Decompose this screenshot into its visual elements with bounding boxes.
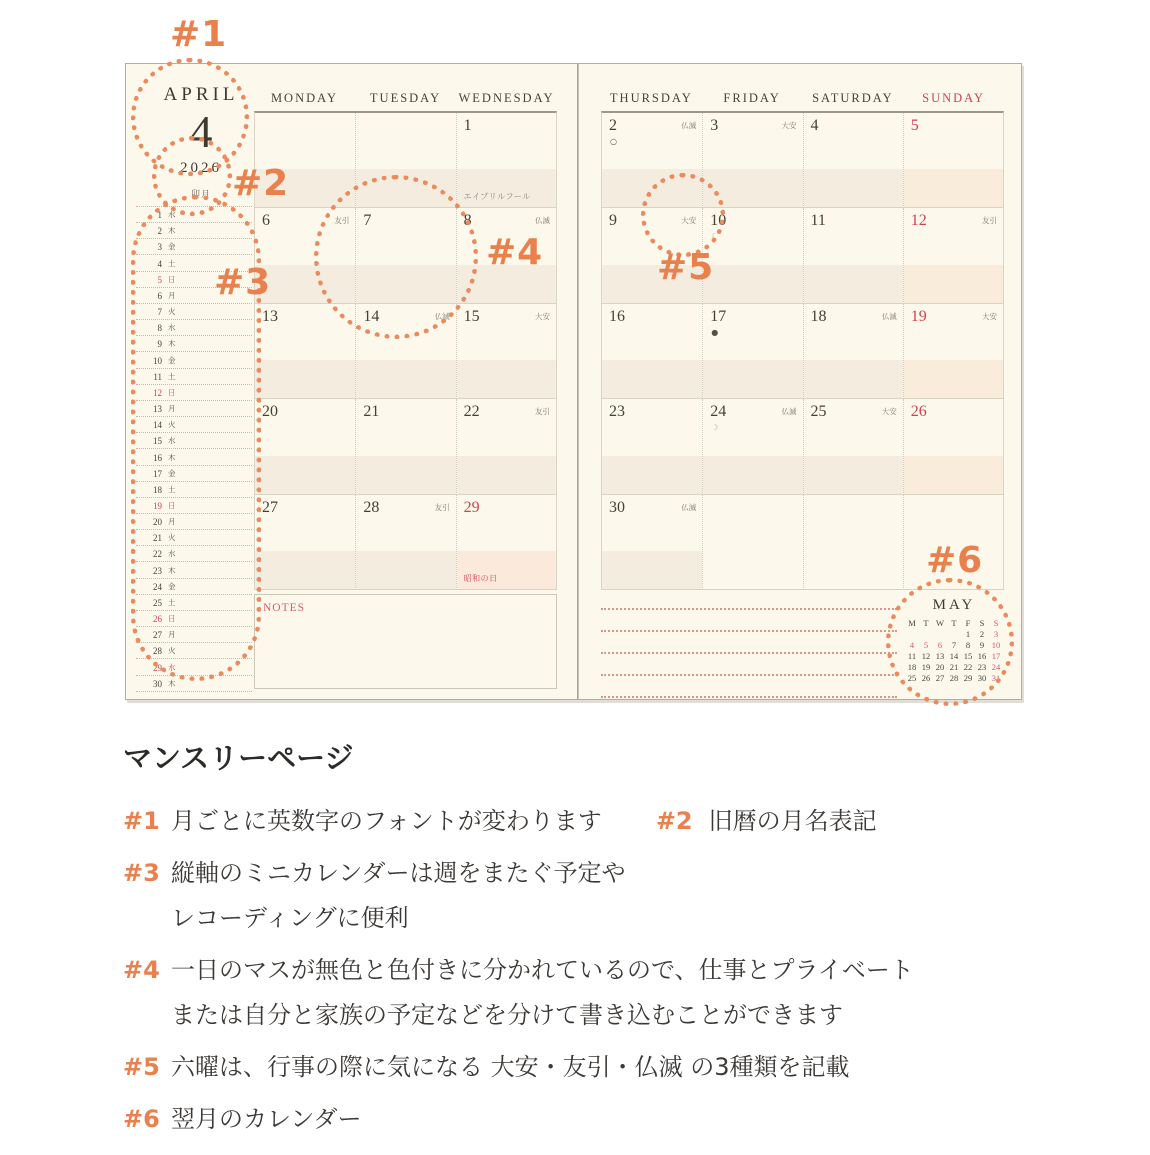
mini-day-number: 16 — [153, 452, 162, 463]
date-number: 4 — [810, 117, 819, 134]
left-week-grid — [254, 91, 557, 590]
mini-weekday-label: 月 — [168, 404, 176, 414]
cell-color-band — [255, 456, 355, 494]
feature-tag-3: #3 — [123, 859, 160, 887]
date-number: 18 — [810, 307, 827, 325]
next-month-day: 23 — [977, 662, 987, 672]
date-number: 22 — [463, 403, 480, 421]
next-month-day: 18 — [907, 662, 917, 672]
date-number: 13 — [262, 307, 278, 325]
next-month-day: 29 — [963, 673, 973, 683]
mini-weekday-label: 水 — [168, 210, 176, 220]
mini-day-number: 24 — [153, 581, 162, 592]
annotation-label-4: #4 — [486, 232, 544, 273]
next-month-weekday-header: T — [923, 618, 929, 628]
month-name: APRIL — [163, 84, 239, 105]
date-number: 6 — [262, 212, 270, 230]
date-number: 10 — [710, 212, 727, 230]
next-month-day: 19 — [921, 662, 931, 672]
date-number: 1 — [463, 117, 472, 134]
mini-weekday-label: 火 — [168, 533, 176, 543]
next-month-day: 12 — [921, 651, 931, 661]
mini-weekday-label: 水 — [168, 323, 176, 333]
date-number: 26 — [910, 403, 927, 421]
mini-weekday-label: 木 — [168, 452, 176, 462]
mini-weekday-label: 日 — [168, 274, 176, 284]
next-month-day: 8 — [965, 640, 971, 650]
notes-label: NOTES — [263, 602, 306, 614]
rokuyo-label: 仏滅 — [881, 311, 897, 321]
date-cell — [903, 208, 1003, 303]
next-month-weekday-header: M — [908, 618, 916, 628]
cell-color-band — [602, 360, 702, 398]
month-number: 4 — [189, 106, 213, 157]
next-month-day: 11 — [907, 651, 917, 661]
next-month-day: 16 — [977, 651, 987, 661]
date-number: 9 — [609, 212, 617, 230]
mini-weekday-label: 木 — [168, 565, 176, 575]
day-header-monday: MONDAY — [270, 91, 339, 105]
mini-day-number: 22 — [153, 549, 162, 560]
cell-color-band — [804, 360, 903, 398]
mini-day-number: 25 — [153, 597, 162, 608]
next-month-day: 21 — [949, 662, 959, 672]
annotation-label-1: #1 — [170, 14, 228, 55]
rokuyo-label: 仏滅 — [681, 121, 697, 130]
mini-weekday-label: 金 — [168, 468, 176, 478]
feature-text-5: 六曜は、行事の際に気になる 大安・友引・仏滅 の3種類を記載 — [171, 1053, 850, 1081]
date-cell — [702, 495, 802, 590]
mini-day-number: 18 — [153, 484, 162, 495]
next-month-day: 22 — [963, 662, 973, 672]
date-cell — [456, 399, 556, 494]
mini-weekday-label: 土 — [168, 484, 176, 494]
date-number: 7 — [363, 212, 372, 230]
mini-day-number: 4 — [157, 258, 162, 269]
mini-day-number: 14 — [153, 420, 162, 431]
mini-day-number: 6 — [157, 290, 162, 301]
mini-weekday-label: 金 — [168, 242, 176, 252]
mini-day-number: 20 — [153, 517, 162, 528]
date-cell — [903, 399, 1003, 494]
next-month-day: 9 — [979, 640, 985, 650]
next-month-day: 17 — [991, 651, 1001, 661]
cell-color-band — [804, 169, 903, 207]
feature-item-4 — [123, 954, 1103, 1031]
mini-day-number: 28 — [153, 646, 162, 657]
next-month-day: 26 — [921, 673, 931, 683]
moon-phase-icon: ○ — [610, 137, 617, 146]
annotation-label-2: #2 — [232, 163, 290, 204]
next-month-day: 30 — [977, 673, 987, 683]
next-month-day: 28 — [949, 673, 959, 683]
date-cell — [255, 304, 355, 399]
next-month-day: 10 — [991, 640, 1001, 650]
cell-color-band — [356, 551, 455, 589]
cell-color-band — [804, 265, 903, 303]
feature-item-5 — [123, 1051, 1103, 1083]
next-month-weekday-header: T — [951, 618, 957, 628]
date-number: 14 — [363, 307, 380, 325]
feature-description — [123, 736, 1103, 1155]
feature-tag-6: #6 — [123, 1105, 160, 1133]
date-cell — [803, 113, 903, 208]
mini-weekday-label: 土 — [168, 371, 176, 381]
next-month-weekday-header: S — [993, 618, 999, 628]
mini-weekday-label: 月 — [168, 517, 176, 527]
next-month-day: 24 — [991, 662, 1001, 672]
feature-text-4: 一日のマスが無色と色付きに分かれているので、仕事とプライベート または自分と家族の予定などを分けて書き込むことができます — [171, 956, 914, 1029]
date-cell — [903, 113, 1003, 208]
mini-day-number: 5 — [157, 274, 162, 285]
moon-phase-icon: ● — [711, 327, 719, 337]
date-number: 28 — [363, 498, 380, 516]
cell-color-band — [457, 456, 556, 494]
date-number: 11 — [810, 212, 826, 230]
date-cell — [803, 304, 903, 399]
next-month-weekday-header: S — [979, 618, 985, 628]
day-header-wednesday: WEDNESDAY — [458, 91, 555, 105]
memo-line — [601, 608, 897, 610]
date-number: 20 — [262, 403, 278, 421]
annotation-label-3: #3 — [214, 262, 272, 303]
mini-weekday-label: 日 — [168, 500, 176, 510]
date-cell — [255, 495, 355, 590]
mini-day-number: 3 — [157, 242, 162, 253]
section-heading: マンスリーページ — [123, 741, 354, 775]
moon-phase-icon: ☽ — [711, 423, 719, 433]
next-month-day: 20 — [935, 662, 945, 672]
feature-text-6: 翌月のカレンダー — [171, 1105, 362, 1133]
holiday-note: エイプリルフール — [463, 192, 531, 202]
date-number: 27 — [262, 498, 278, 516]
cell-color-band — [703, 360, 802, 398]
rokuyo-label: 友引 — [334, 216, 350, 226]
next-month-day: 6 — [937, 640, 943, 650]
feature-tag-4: #4 — [123, 956, 160, 984]
date-number: 29 — [463, 498, 480, 516]
cell-color-band — [804, 456, 903, 494]
rokuyo-label: 友引 — [982, 216, 997, 226]
old-calendar-month-name: 卯月 — [190, 189, 211, 199]
next-month-day: 31 — [991, 673, 1001, 683]
mini-weekday-label: 水 — [168, 662, 176, 672]
memo-line — [601, 696, 897, 698]
cell-color-band — [356, 456, 455, 494]
date-number: 23 — [609, 403, 625, 421]
feature-text-2: 旧暦の月名表記 — [708, 807, 877, 835]
annotation-label-5: #5 — [657, 247, 715, 288]
mini-day-number: 1 — [157, 210, 162, 221]
next-month-day: 4 — [909, 640, 915, 650]
cell-color-band — [703, 456, 802, 494]
annotation-label-6: #6 — [926, 540, 984, 581]
date-number: 17 — [710, 307, 727, 325]
cell-color-band — [356, 360, 455, 398]
date-number: 30 — [609, 498, 625, 516]
cell-color-band — [457, 360, 556, 398]
day-header-thursday: THURSDAY — [609, 91, 693, 105]
mini-day-number: 17 — [153, 468, 162, 479]
rokuyo-label: 仏滅 — [781, 407, 797, 417]
rokuyo-label: 仏滅 — [535, 216, 550, 226]
feature-tag-2: #2 — [655, 807, 693, 835]
annotation-circle-5 — [641, 173, 725, 257]
date-number: 8 — [463, 212, 472, 230]
mini-day-number: 26 — [153, 614, 162, 625]
mini-weekday-label: 日 — [168, 387, 176, 397]
mini-day-number: 11 — [153, 371, 162, 382]
next-month-day: 5 — [923, 640, 929, 650]
date-cell — [903, 304, 1003, 399]
rokuyo-label: 大安 — [781, 121, 797, 130]
cell-color-band — [255, 551, 355, 589]
mini-day-number: 19 — [153, 500, 162, 511]
next-month-day: 15 — [963, 651, 973, 661]
cell-color-band — [904, 456, 1003, 494]
next-month-day: 2 — [979, 629, 985, 639]
mini-weekday-label: 日 — [168, 614, 176, 624]
date-number: 15 — [463, 307, 480, 325]
date-cell — [702, 399, 802, 494]
date-cell — [355, 399, 455, 494]
memo-line — [601, 674, 897, 676]
mini-day-number: 2 — [157, 226, 162, 237]
page-spine — [577, 64, 579, 699]
mini-weekday-label: 金 — [168, 355, 176, 365]
annotation-circle-6 — [886, 578, 1014, 706]
left-day-headers — [254, 91, 557, 111]
moon-phase-icon: ☾ — [711, 232, 719, 242]
feature-tag-5: #5 — [123, 1053, 160, 1081]
date-cell — [456, 113, 556, 208]
annotation-circle-4 — [314, 175, 478, 339]
mini-day-number: 10 — [153, 355, 162, 366]
date-cell — [255, 399, 355, 494]
mini-day-number: 21 — [153, 533, 162, 544]
feature-tag-1: #1 — [123, 807, 160, 835]
feature-text-3: 縦軸のミニカレンダーは週をまたぐ予定や レコーディングに便利 — [171, 859, 626, 932]
date-cell — [803, 495, 903, 590]
rokuyo-label: 大安 — [535, 311, 550, 321]
next-month-day: 1 — [965, 629, 971, 639]
rokuyo-label: 仏滅 — [681, 502, 697, 512]
next-month-day: 7 — [951, 640, 957, 650]
day-header-friday: FRIDAY — [723, 91, 781, 105]
mini-weekday-label: 月 — [168, 290, 176, 300]
day-header-saturday: SATURDAY — [812, 91, 894, 105]
date-cell — [456, 495, 556, 590]
notes-box — [254, 594, 557, 689]
right-day-headers — [601, 91, 1004, 111]
mini-day-number: 27 — [153, 630, 162, 641]
date-cell — [803, 399, 903, 494]
date-cell — [355, 495, 455, 590]
date-cell — [602, 399, 702, 494]
mini-weekday-label: 木 — [168, 339, 176, 349]
mini-day-number: 8 — [157, 323, 162, 334]
memo-line — [601, 630, 897, 632]
cell-color-band — [904, 169, 1003, 207]
date-number: 25 — [810, 403, 827, 421]
date-cell — [602, 495, 702, 590]
next-month-day: 25 — [907, 673, 917, 683]
date-cell — [803, 208, 903, 303]
date-number: 2 — [609, 117, 617, 134]
mini-day-number: 12 — [153, 387, 162, 398]
feature-item-1-2 — [123, 805, 1103, 837]
date-number: 21 — [363, 403, 380, 421]
right-week-grid — [601, 91, 1004, 590]
next-month-day: 14 — [949, 651, 959, 661]
date-number: 5 — [910, 117, 919, 134]
rokuyo-label: 大安 — [681, 216, 697, 226]
mini-weekday-label: 火 — [168, 307, 176, 317]
mini-weekday-label: 火 — [168, 420, 176, 430]
mini-weekday-label: 水 — [168, 549, 176, 559]
cell-color-band — [255, 360, 355, 398]
mini-weekday-label: 木 — [168, 678, 176, 688]
next-month-weekday-header: W — [935, 618, 945, 628]
day-header-tuesday: TUESDAY — [369, 91, 442, 105]
date-number: 12 — [910, 212, 927, 230]
next-month-title: MAY — [932, 597, 976, 613]
rokuyo-label: 大安 — [881, 407, 897, 417]
feature-text-1: 月ごとに英数字のフォントが変わります — [171, 807, 602, 835]
next-month-day: 13 — [935, 651, 945, 661]
date-cell — [602, 304, 702, 399]
rokuyo-label: 友引 — [434, 502, 450, 512]
mini-weekday-label: 土 — [168, 258, 176, 268]
mini-weekday-label: 土 — [168, 597, 176, 607]
next-month-day: 3 — [993, 629, 999, 639]
cell-color-band — [904, 265, 1003, 303]
mini-weekday-label: 水 — [168, 436, 176, 446]
mini-day-number: 9 — [157, 339, 162, 350]
rokuyo-label: 仏滅 — [434, 311, 450, 321]
holiday-note: 昭和の日 — [463, 573, 498, 583]
date-cell — [456, 304, 556, 399]
date-number: 3 — [710, 117, 719, 134]
mini-day-number: 13 — [153, 404, 162, 415]
date-cell — [702, 304, 802, 399]
feature-item-3 — [123, 857, 1103, 934]
mini-day-number: 30 — [153, 678, 162, 689]
cell-color-band — [602, 456, 702, 494]
mini-day-number: 23 — [153, 565, 162, 576]
next-month-day: 27 — [935, 673, 945, 683]
mini-weekday-label: 月 — [168, 630, 176, 640]
rokuyo-label: 大安 — [982, 311, 997, 321]
mini-day-number: 15 — [153, 436, 162, 447]
rokuyo-label: 友引 — [535, 407, 550, 417]
date-number: 19 — [910, 307, 927, 325]
cell-color-band — [904, 360, 1003, 398]
date-number: 16 — [609, 307, 625, 325]
cell-color-band — [703, 265, 802, 303]
year-label: 2026 — [180, 160, 222, 176]
day-header-sunday: SUNDAY — [922, 91, 986, 105]
date-number: 24 — [710, 403, 727, 421]
mini-day-number: 7 — [157, 307, 162, 318]
memo-line — [601, 652, 897, 654]
next-month-weekday-header: F — [965, 618, 971, 628]
mini-day-number: 29 — [153, 662, 162, 673]
feature-item-6 — [123, 1103, 1103, 1135]
mini-weekday-label: 火 — [168, 646, 176, 656]
mini-weekday-label: 木 — [168, 226, 176, 236]
mini-weekday-label: 金 — [168, 581, 176, 591]
cell-color-band — [602, 551, 702, 589]
